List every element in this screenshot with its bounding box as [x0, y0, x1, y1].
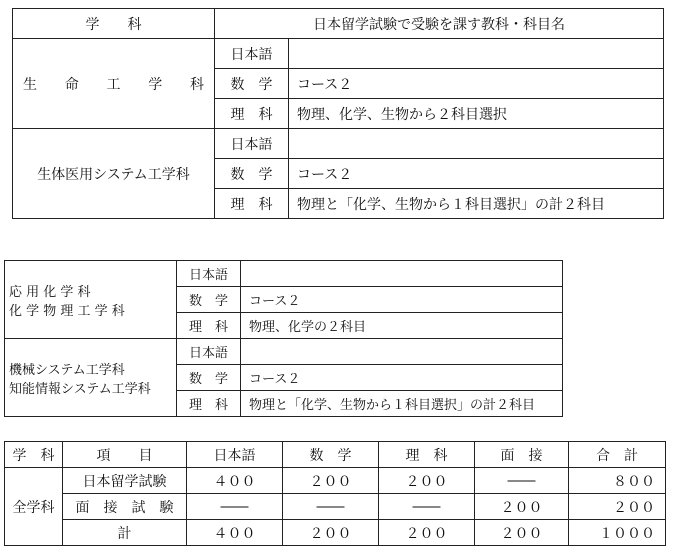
subject-name: 日本語 — [215, 129, 289, 159]
cell-total: ８００ — [569, 468, 666, 494]
subject-name: 理 科 — [177, 313, 241, 339]
cell-total: ２００ — [569, 494, 666, 520]
dept-line: 応 用 化 学 科 — [9, 284, 91, 300]
subject-detail: 物理、化学、生物から２科目選択 — [289, 99, 664, 129]
total-row — [5, 520, 666, 546]
dept-all: 全学科 — [5, 468, 63, 546]
cell-science: ２００ — [379, 520, 475, 546]
subject-detail: コース２ — [289, 69, 664, 99]
cell-math: ２００ — [283, 520, 379, 546]
header-total: 合 計 — [569, 442, 666, 468]
header-interview: 面 接 — [475, 442, 569, 468]
dept-name: 生 命 工 学 科 — [13, 39, 215, 129]
subject-name: 日本語 — [177, 261, 241, 287]
dept-name: 生体医用システム工学科 — [13, 129, 215, 219]
cell-interview: ―― — [475, 468, 569, 494]
dept-line: 知能情報システム工学科 — [9, 381, 151, 397]
subject-detail — [289, 129, 664, 159]
subject-detail: 物理と「化学、生物から１科目選択」の計２科目 — [289, 189, 664, 219]
subject-name: 日本語 — [177, 339, 241, 365]
subject-name: 理 科 — [215, 99, 289, 129]
requirements-table-1 — [12, 8, 664, 219]
header-subjects: 日本留学試験で受験を課す教科・科目名 — [215, 9, 664, 39]
subject-name: 理 科 — [177, 391, 241, 417]
subject-detail: コース２ — [241, 287, 563, 313]
cell-interview: ２００ — [475, 520, 569, 546]
cell-japanese: ４００ — [187, 520, 283, 546]
subject-detail — [241, 339, 563, 365]
table-header-row — [13, 9, 664, 39]
cell-math: ―― — [283, 494, 379, 520]
dept-name — [5, 339, 177, 417]
subject-name: 数 学 — [215, 159, 289, 189]
subject-detail: コース２ — [289, 159, 664, 189]
header-dept: 学 科 — [13, 9, 215, 39]
header-science: 理 科 — [379, 442, 475, 468]
dept-line: 化 学 物 理 工 学 科 — [9, 303, 125, 319]
row-item: 日本留学試験 — [63, 468, 187, 494]
cell-science: ２００ — [379, 468, 475, 494]
cell-interview: ２００ — [475, 494, 569, 520]
cell-science: ―― — [379, 494, 475, 520]
subject-name: 理 科 — [215, 189, 289, 219]
subject-detail — [289, 39, 664, 69]
subject-detail: 物理と「化学、生物から１科目選択」の計２科目 — [241, 391, 563, 417]
dept-line: 機械システム工学科 — [9, 362, 125, 378]
subject-name: 日本語 — [215, 39, 289, 69]
table-row — [13, 129, 664, 159]
subject-name: 数 学 — [215, 69, 289, 99]
subject-detail: コース２ — [241, 365, 563, 391]
dept-name — [5, 261, 177, 339]
table-row — [5, 339, 563, 365]
header-math: 数 学 — [283, 442, 379, 468]
cell-math: ２００ — [283, 468, 379, 494]
header-item: 項 目 — [63, 442, 187, 468]
table-row — [5, 494, 666, 520]
table-row — [5, 261, 563, 287]
subject-detail — [241, 261, 563, 287]
requirements-table-2 — [4, 260, 563, 417]
score-table — [4, 441, 666, 546]
subject-name: 数 学 — [177, 287, 241, 313]
row-item: 計 — [63, 520, 187, 546]
subject-name: 数 学 — [177, 365, 241, 391]
row-item: 面 接 試 験 — [63, 494, 187, 520]
table-row — [13, 39, 664, 69]
cell-japanese: ―― — [187, 494, 283, 520]
cell-japanese: ４００ — [187, 468, 283, 494]
table-row — [5, 468, 666, 494]
table-header-row — [5, 442, 666, 468]
cell-total: １０００ — [569, 520, 666, 546]
header-dept: 学 科 — [5, 442, 63, 468]
header-japanese: 日本語 — [187, 442, 283, 468]
subject-detail: 物理、化学の２科目 — [241, 313, 563, 339]
